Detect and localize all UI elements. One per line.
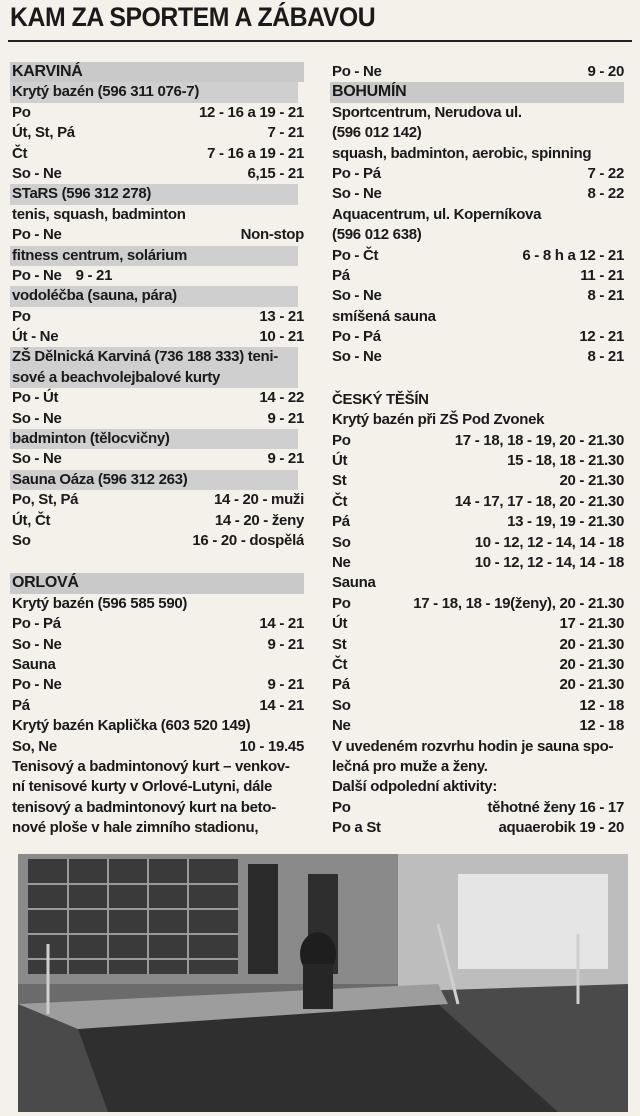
schedule [332,327,624,368]
schedule-days: Po a St [332,819,381,837]
schedule [12,388,304,429]
venue-name: Sauna Oáza (596 312 263) [10,470,298,490]
schedule-row [332,62,624,82]
venue-description: tenis, squash, badminton [12,205,186,223]
schedule-days: Ne [332,553,351,571]
schedule-days: Po - Pá [332,328,381,346]
paragraph-line: tenisový a badmintonový kurt na beto- [12,798,276,816]
schedule-days: So - Ne [12,635,62,653]
schedule-hours: 14 - 20 - ženy [214,511,304,529]
schedule-row [12,675,304,695]
schedule [12,614,304,655]
right-column [332,62,624,838]
venue-name: badminton (tělocvičny) [10,429,298,449]
schedule-row [332,675,624,695]
schedule-days: Po - Ne [12,676,62,694]
schedule-row [12,449,304,469]
schedule-hours: 13 - 21 [259,307,304,325]
schedule-days: Ne [332,717,351,735]
schedule [332,62,624,82]
schedule-row [12,307,304,327]
venue-name: sové a beachvolejbalové kurty [10,368,298,388]
schedule-hours: 10 - 12, 12 - 14, 14 - 18 [474,553,624,571]
schedule-hours: 9 - 21 [75,266,113,284]
schedule-days: So - Ne [332,348,382,366]
pool-photo-image [18,854,628,1112]
schedule-hours: 7 - 21 [267,124,304,142]
schedule-hours: 11 - 21 [580,266,624,284]
schedule-row [332,594,624,614]
schedule-days: Po [332,431,351,449]
schedule-row [332,655,624,675]
schedule-days: Út, St, Pá [12,124,75,142]
schedule-days: Čt [12,144,28,162]
schedule-row [332,635,624,655]
schedule-hours: 20 - 21.30 [559,655,624,673]
schedule-hours: 6 - 8 h a 12 - 21 [522,246,624,264]
schedule [332,594,624,737]
schedule [332,164,624,205]
schedule-days: So - Ne [332,185,382,203]
left-column [12,62,304,838]
schedule-days: Po [332,798,351,816]
schedule-hours: 8 - 22 [587,185,624,203]
schedule-row [332,818,624,838]
schedule-row [12,737,304,757]
schedule [332,798,624,839]
venue-name: Sauna [12,655,56,673]
schedule-row [332,246,624,266]
schedule-row [12,635,304,655]
paragraph-line: Další odpolední aktivity: [332,778,498,796]
schedule-hours: 6,15 - 21 [247,164,304,182]
schedule-hours: 9 - 21 [267,450,304,468]
schedule-row [12,144,304,164]
schedule [12,307,304,348]
venue-name: Krytý bazén při ZŠ Pod Zvonek [332,411,545,429]
schedule-days: Út - Ne [12,328,59,346]
paragraph-line: lečná pro muže a ženy. [332,757,488,775]
venue-name: vodoléčba (sauna, pára) [10,286,298,306]
schedule-days: Po - Pá [12,615,61,633]
schedule-hours: 10 - 21 [259,328,304,346]
schedule-hours: 12 - 18 [579,717,624,735]
schedule-hours: 8 - 21 [587,287,624,305]
schedule-days: Út [332,452,348,470]
schedule-hours: 17 - 18, 18 - 19(ženy), 20 - 21.30 [413,594,624,612]
schedule-hours: 17 - 18, 18 - 19, 20 - 21.30 [454,431,624,449]
schedule [12,266,304,286]
venue-name: smíšená sauna [332,307,436,325]
schedule-hours: 14 - 17, 17 - 18, 20 - 21.30 [454,492,624,510]
schedule-row [12,490,304,510]
schedule-hours: 16 - 20 - dospělá [192,531,304,549]
page-title: KAM ZA SPORTEM A ZÁBAVOU [10,2,376,32]
schedule-days: Pá [332,513,350,531]
schedule-days: Po [12,307,31,325]
schedule-days: So, Ne [12,737,57,755]
schedule-row [332,471,624,491]
venue-name: Sauna [332,574,376,592]
schedule-days: Po - Pá [332,164,381,182]
schedule-days: Út [332,615,348,633]
schedule [12,737,304,757]
schedule [12,449,304,469]
schedule-row [332,347,624,367]
venue-name: Aquacentrum, ul. Koperníkova [332,205,542,223]
venue-name: Krytý bazén (596 585 590) [12,594,188,612]
schedule-days: Po - Čt [332,246,379,264]
schedule-days: St [332,472,347,490]
schedule-row [12,103,304,123]
schedule-hours: 12 - 18 [579,696,624,714]
venue-name: Krytý bazén Kaplička (603 520 149) [12,717,251,735]
schedule-days: Po [332,594,351,612]
schedule-days: Po, St, Pá [12,491,79,509]
schedule-days: Po - Ne [12,266,62,284]
schedule [12,225,304,245]
schedule-row [12,388,304,408]
schedule-days: Pá [332,676,350,694]
schedule-days: So - Ne [12,164,62,182]
schedule-hours: 17 - 21.30 [559,615,624,633]
venue-phone: (596 012 142) [332,124,422,142]
schedule-days: So [12,531,31,549]
schedule-hours: aquaerobik 19 - 20 [498,819,624,837]
schedule-row [332,696,624,716]
schedule-hours: 10 - 19.45 [239,737,304,755]
schedule-days: So [332,533,351,551]
schedule-row [12,409,304,429]
schedule-row [12,511,304,531]
schedule-row [12,123,304,143]
venue-name: fitness centrum, solárium [10,246,298,266]
venue-name: ZŠ Dělnická Karviná (736 188 333) teni- [10,347,298,367]
paragraph-line: ní tenisové kurty v Orlové-Lutyni, dále [12,778,273,796]
venue-phone: (596 012 638) [332,226,422,244]
schedule-hours: 12 - 16 a 19 - 21 [199,103,304,121]
schedule-hours: 8 - 21 [587,348,624,366]
venue-name: Krytý bazén (596 311 076-7) [10,82,298,102]
schedule-row [332,431,624,451]
paragraph-line: V uvedeném rozvrhu hodin je sauna spo- [332,737,614,755]
schedule-row [332,164,624,184]
schedule-hours: 14 - 22 [259,389,304,407]
schedule-hours: 13 - 19, 19 - 21.30 [507,513,624,531]
schedule-hours: 20 - 21.30 [559,635,624,653]
schedule [12,675,304,716]
venue-name: Sportcentrum, Nerudova ul. [332,103,522,121]
schedule [12,103,304,185]
schedule-days: Pá [332,266,350,284]
schedule-hours: 20 - 21.30 [559,676,624,694]
schedule-hours: 10 - 12, 12 - 14, 14 - 18 [474,533,624,551]
schedule-hours: 15 - 18, 18 - 21.30 [507,452,624,470]
paragraph-line: Tenisový a badmintonový kurt – venkov- [12,757,290,775]
schedule-hours: 9 - 21 [267,676,304,694]
schedule-days: St [332,635,347,653]
schedule-days: Pá [12,696,30,714]
venue-description: squash, badminton, aerobic, spinning [332,144,592,162]
schedule [12,490,304,551]
schedule-hours: 7 - 22 [587,164,624,182]
schedule-days: Út, Čt [12,511,51,529]
schedule-row [332,533,624,553]
schedule-days: So - Ne [12,450,62,468]
schedule-hours: Non-stop [240,226,304,244]
schedule-row [12,696,304,716]
schedule-days: Čt [332,492,348,510]
section-header-cesky-tesin: ČESKÝ TĚŠÍN [332,390,429,408]
schedule [332,246,624,307]
schedule-row [332,798,624,818]
schedule-hours: 9 - 21 [267,409,304,427]
schedule-row [332,716,624,736]
schedule-row [332,184,624,204]
section-header-karvina: KARVINÁ [10,62,304,82]
schedule-days: So - Ne [12,409,62,427]
schedule-days: Po - Ne [332,63,382,80]
schedule-hours: 7 - 16 a 19 - 21 [207,144,304,162]
schedule-hours: 14 - 21 [259,696,304,714]
section-header-orlova: ORLOVÁ [10,573,304,593]
schedule-days: Po - Út [12,389,59,407]
schedule-row [12,164,304,184]
venue-name: STaRS (596 312 278) [10,184,298,204]
section-header-bohumin: BOHUMÍN [330,82,624,102]
schedule-row [12,327,304,347]
paragraph-line: nové ploše v hale zimního stadionu, [12,819,259,837]
schedule-row [332,266,624,286]
schedule-row [332,451,624,471]
schedule-days: Po - Ne [12,226,62,244]
schedule-hours: 9 - 20 [587,63,624,80]
schedule-days: Čt [332,655,348,673]
schedule-row [332,327,624,347]
schedule-row [332,492,624,512]
schedule-days: So - Ne [332,287,382,305]
schedule-hours: 9 - 21 [267,635,304,653]
schedule [332,431,624,574]
schedule-hours: 14 - 20 - muži [214,491,304,509]
schedule-row [12,266,304,286]
schedule-row [332,512,624,532]
schedule-hours: 20 - 21.30 [559,472,624,490]
title-rule [8,40,632,42]
schedule-row [332,553,624,573]
schedule-hours: těhotné ženy 16 - 17 [487,798,624,816]
schedule-row [332,614,624,634]
schedule-row [12,614,304,634]
schedule-hours: 12 - 21 [579,328,624,346]
schedule-row [12,225,304,245]
schedule-days: Po [12,103,31,121]
pool-photo [18,854,628,1112]
schedule-row [12,531,304,551]
schedule-days: So [332,696,351,714]
schedule-row [332,286,624,306]
schedule-hours: 14 - 21 [259,615,304,633]
